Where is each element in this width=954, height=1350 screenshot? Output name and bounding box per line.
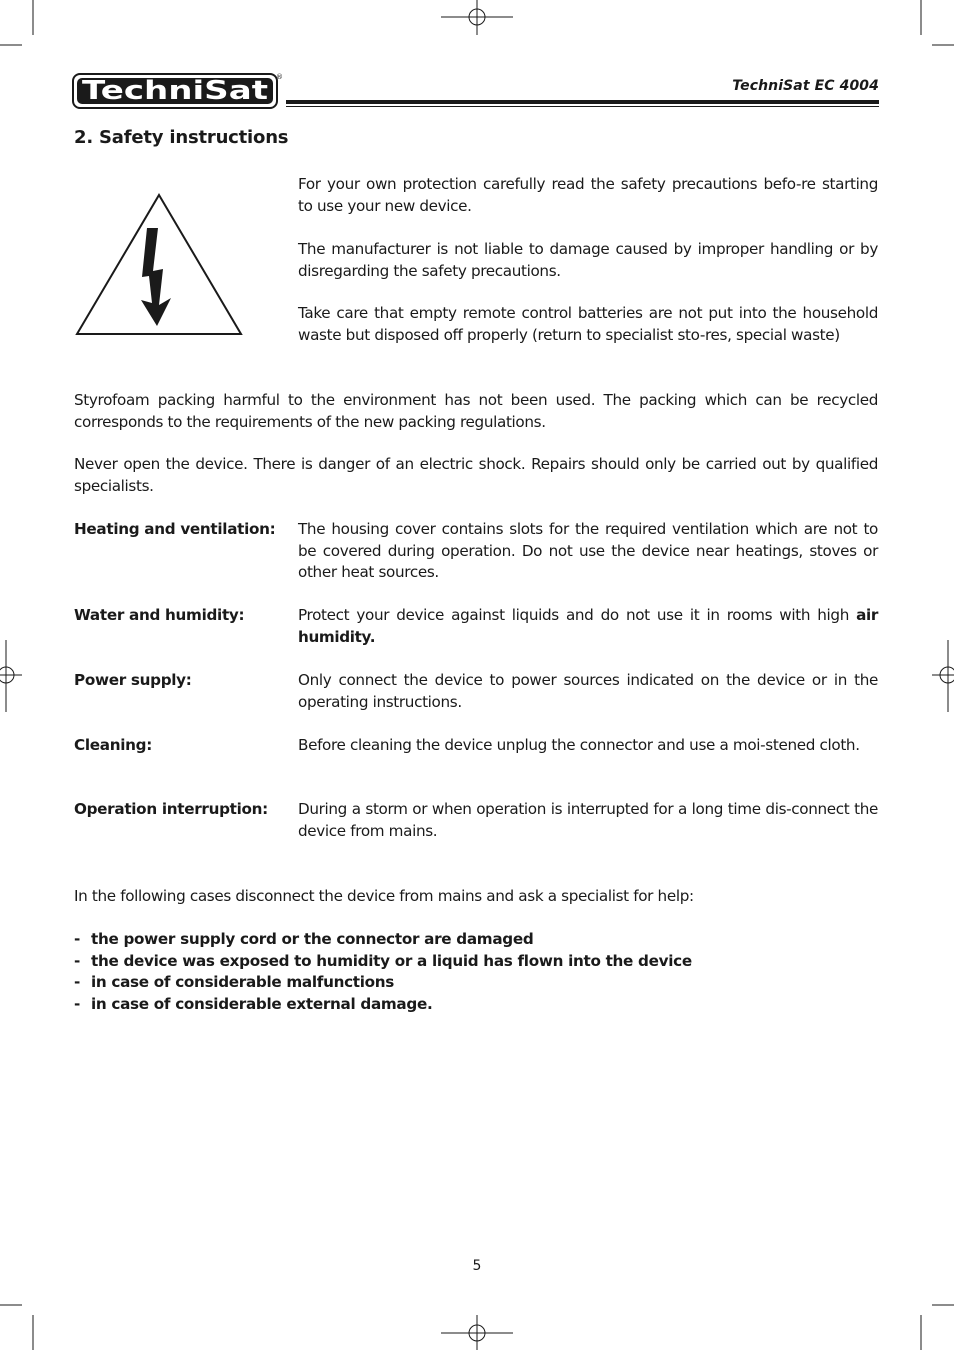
registration-mark-right [932,640,954,712]
section-title: 2. Safety instructions [74,127,289,148]
list-item: - in case of considerable external damage. [74,994,433,1013]
definition-text: The housing cover contains slots for the required ventilation which are not to be covered during operation. Do not use the device near heatings, stoves or other heat sources. [298,520,878,582]
emphasis: air humidity. [298,606,878,646]
header-rule-thin [286,106,879,107]
body-paragraph: Styrofoam packing harmful to the environment has not been used. The packing which can be recycled corresponds to the requirements of the new packing regulations. [74,391,878,431]
technisat-logo [72,72,282,110]
page-number: 5 [472,1258,482,1274]
intro-paragraph: Take care that empty remote control batteries are not put into the household waste but disposed off properly (return to specialist sto-res, special waste) [298,304,878,344]
intro-paragraph: For your own protection carefully read the safety precautions befo-re starting to use your new device. [298,175,878,215]
definition-text: During a storm or when operation is interrupted for a long time dis-connect the device from mains. [298,800,878,840]
list-item: - the power supply cord or the connector are damaged [74,930,534,948]
definition-text: Only connect the device to power sources indicated on the device or in the operating instructions. [298,671,878,711]
definition-text: Protect your device against liquids and do not use it in rooms with high air humidity. [298,606,878,646]
registration-mark-bottom [441,1315,513,1350]
svg-text:®: ® [276,73,283,81]
header-rule [286,100,879,104]
body-paragraph: Never open the device. There is danger of an electric shock. Repairs should only be carried out by qualified specialists. [74,455,878,495]
list-item: - the device was exposed to humidity or a liquid has flown into the device [74,951,692,970]
list-item: - in case of considerable malfunctions [74,973,395,992]
intro-paragraph: The manufacturer is not liable to damage caused by improper handling or by disregarding the safety precautions. [298,240,878,280]
cases-list [74,929,692,1015]
definition-term: Power supply: [74,671,192,689]
definition-term: Heating and ventilation: [74,520,276,538]
model-name: TechniSat EC 4004 [732,78,879,94]
definition-text: Before cleaning the device unplug the connector and use a moi-stened cloth. [298,736,860,754]
registration-mark-left [0,640,22,712]
definition-term: Water and humidity: [74,606,245,624]
electric-shock-warning-icon [75,193,243,338]
definition-term: Cleaning: [74,736,152,754]
registration-mark-top [441,0,513,35]
definition-term: Operation interruption: [74,800,268,818]
svg-text:TechniSat: TechniSat [82,76,268,106]
cases-intro: In the following cases disconnect the device from mains and ask a specialist for help: [74,887,694,905]
